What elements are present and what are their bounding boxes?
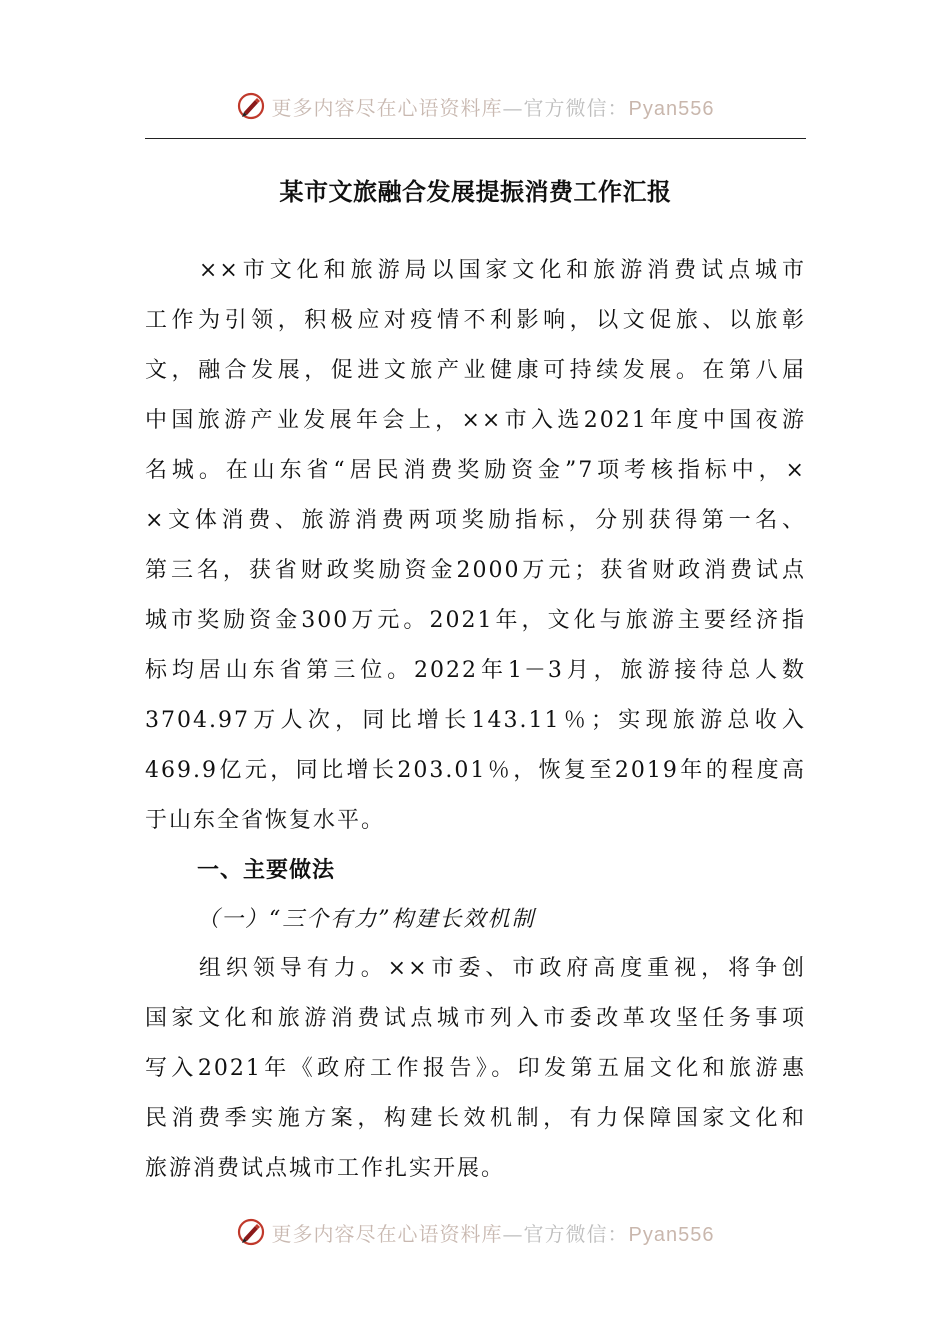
- paragraph-line: 城市奖励资金300万元。2021年，文化与旅游主要经济指: [145, 608, 806, 633]
- watermark-text-wechat-label: —官方微信：: [502, 1221, 629, 1246]
- paragraph-line: 旅游消费试点城市工作扎实开展。: [145, 1156, 506, 1181]
- watermark-text-wechat-id: Pyan556: [628, 1223, 715, 1246]
- pen-logo-icon: [236, 91, 266, 121]
- paragraph-line: 第三名，获省财政奖励资金2000万元；获省财政消费试点: [145, 558, 806, 583]
- paragraph-line: 工作为引领，积极应对疫情不利影响，以文促旅、以旅彰: [145, 308, 806, 333]
- paragraph-line: 民消费季实施方案，构建长效机制，有力保障国家文化和: [145, 1106, 806, 1131]
- paragraph-line: 标均居山东省第三位。2022年1－3月，旅游接待总人数: [145, 658, 806, 683]
- header-watermark: [0, 86, 950, 126]
- watermark-text-main: 更多内容尽在心语资料库: [271, 1221, 503, 1246]
- paragraph-line: 中国旅游产业发展年会上，××市入选2021年度中国夜游: [145, 408, 806, 433]
- header-divider: [145, 138, 806, 139]
- paragraph-line: 469.9亿元，同比增长203.01％，恢复至2019年的程度高: [145, 758, 806, 783]
- paragraph-line: 写入2021年《政府工作报告》。印发第五届文化和旅游惠: [145, 1056, 806, 1081]
- subsection-heading-mechanism: （一）“三个有力”构建长效机制: [197, 907, 536, 932]
- watermark-text: [272, 92, 715, 121]
- paragraph-line: 文，融合发展，促进文旅产业健康可持续发展。在第八届: [145, 358, 806, 383]
- paragraph-line: 3704.97万人次，同比增长143.11％；实现旅游总收入: [145, 708, 806, 733]
- paragraph-intro: [145, 246, 806, 846]
- paragraph-line: 于山东全省恢复水平。: [145, 808, 386, 833]
- watermark-text-wechat-label: —官方微信：: [502, 95, 629, 120]
- watermark-text-main: 更多内容尽在心语资料库: [271, 95, 503, 120]
- footer-watermark: [0, 1212, 950, 1252]
- watermark-text-wechat-id: Pyan556: [628, 97, 715, 120]
- document-title: 某市文旅融合发展提振消费工作汇报: [279, 177, 672, 206]
- paragraph-line: 组织领导有力。××市委、市政府高度重视，将争创: [145, 956, 806, 981]
- watermark-text: [272, 1218, 715, 1247]
- paragraph-line: ×文体消费、旅游消费两项奖励指标，分别获得第一名、: [145, 508, 806, 533]
- section-heading-main-practices: 一、主要做法: [197, 858, 336, 883]
- paragraph-leadership: [145, 944, 806, 1194]
- paragraph-line: ××市文化和旅游局以国家文化和旅游消费试点城市: [145, 258, 806, 283]
- paragraph-line: 名城。在山东省“居民消费奖励资金”7项考核指标中，×: [145, 458, 806, 483]
- pen-logo-icon: [236, 1217, 266, 1247]
- paragraph-line: 国家文化和旅游消费试点城市列入市委改革攻坚任务事项: [145, 1006, 806, 1031]
